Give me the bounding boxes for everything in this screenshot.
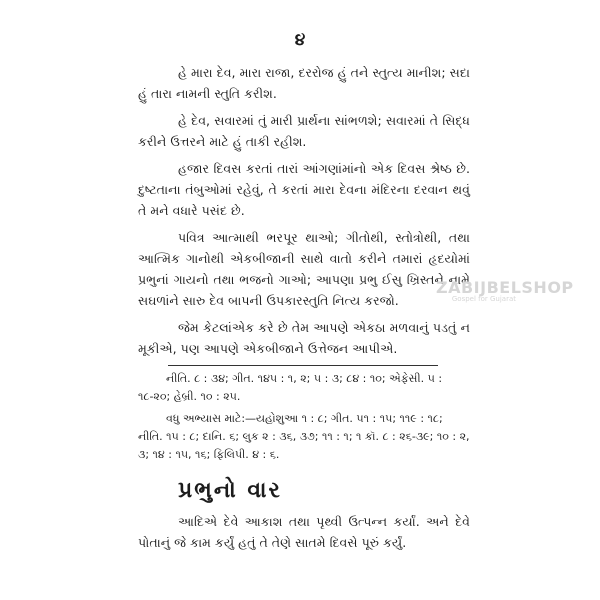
section-heading: પ્રભુનો વાર	[178, 478, 282, 503]
watermark-main-text: ZABIJBELSHOP	[436, 278, 574, 297]
verse-paragraph-3: હજાર દિવસ કરતાં તારાં આંગણાંમાંનો એક દિવસ શ્રેષ્ઠ છે. દુષ્ટતાના તંબુઓમાં રહેવું, તે કરતાં મારા દેવના મંદિરના દરવાન થવું તે મને વધારે પસંદ છે.	[138, 161, 470, 218]
page-number: ૪	[294, 30, 306, 50]
further-study-references: વધુ અભ્યાસ માટે:—યહોશુઆ ૧ : ૮; ગીત. ૫૧ : ૧૫; ૧૧૯ : ૧૮; નીતિ. ૧૫ : ૮; દાનિ. ૬; લુક ૨ : ૩૬, ૩૭; ૧૧ : ૧; ૧ કૉ. ૮ : ૨૬-૩૯; ૧૦ : ૨, ૩; ૧૪ : ૧૫, ૧૬; ફિલિપી. ૪ : ૬.	[138, 412, 470, 461]
section-paragraph: આદિએ દેવે આકાશ તથા પૃથ્વી ઉત્પન્ન કર્યાં. અને દેવે પોતાનું જે કામ કર્યું હતું તે તેણે સાતમે દિવસે પૂરું કર્યું.	[138, 514, 470, 550]
verse-paragraph-1: હે મારા દેવ, મારા રાજા, દરરોજ હું તને સ્તુત્ય માનીશ; સદા હું તારા નામની સ્તુતિ કરીશ.	[138, 65, 470, 101]
watermark-sub-text: Gospel for Gujarat	[451, 295, 516, 303]
verse-paragraph-4: પવિત્ર આત્માથી ભરપૂર થાઓ; ગીતોથી, સ્તોત્રોથી, તથા આત્મિક ગાનોથી એકબીજાની સાથે વાતો કરીને તમારાં હૃદયોમાં પ્રભુનાં ગાયનો તથા ભજનો ગાઓ; આપણા પ્રભુ ઈસુ ખ્રિસ્તને નામે સઘળાંને સારુ દેવ બાપની ઉપકારસ્તુતિ નિત્ય કરજો.	[138, 230, 470, 308]
page-body	[138, 62, 470, 559]
verse-paragraph-2: હે દેવ, સવારમાં તું મારી પ્રાર્થના સાંભળશે; સવારમાં તે સિદ્ધ કરીને ઉત્તરને માટે હું તાકી રહીશ.	[138, 113, 470, 149]
verse-paragraph-5: જેમ કેટલાંએક કરે છે તેમ આપણે એકઠા મળવાનું પડતું ન મૂકીએ, પણ આપણે એકબીજાને ઉત્તેજન આપીએ.	[138, 320, 470, 356]
scripture-references: નીતિ. ૮ : ૩૪; ગીત. ૧૪૫ : ૧, ૨; ૫ : ૩; ૮૪ : ૧૦; એફેસી. ૫ : ૧૮-૨૦; હેબ્રી. ૧૦ : ૨૫.	[138, 372, 443, 403]
divider-rule	[168, 365, 438, 366]
